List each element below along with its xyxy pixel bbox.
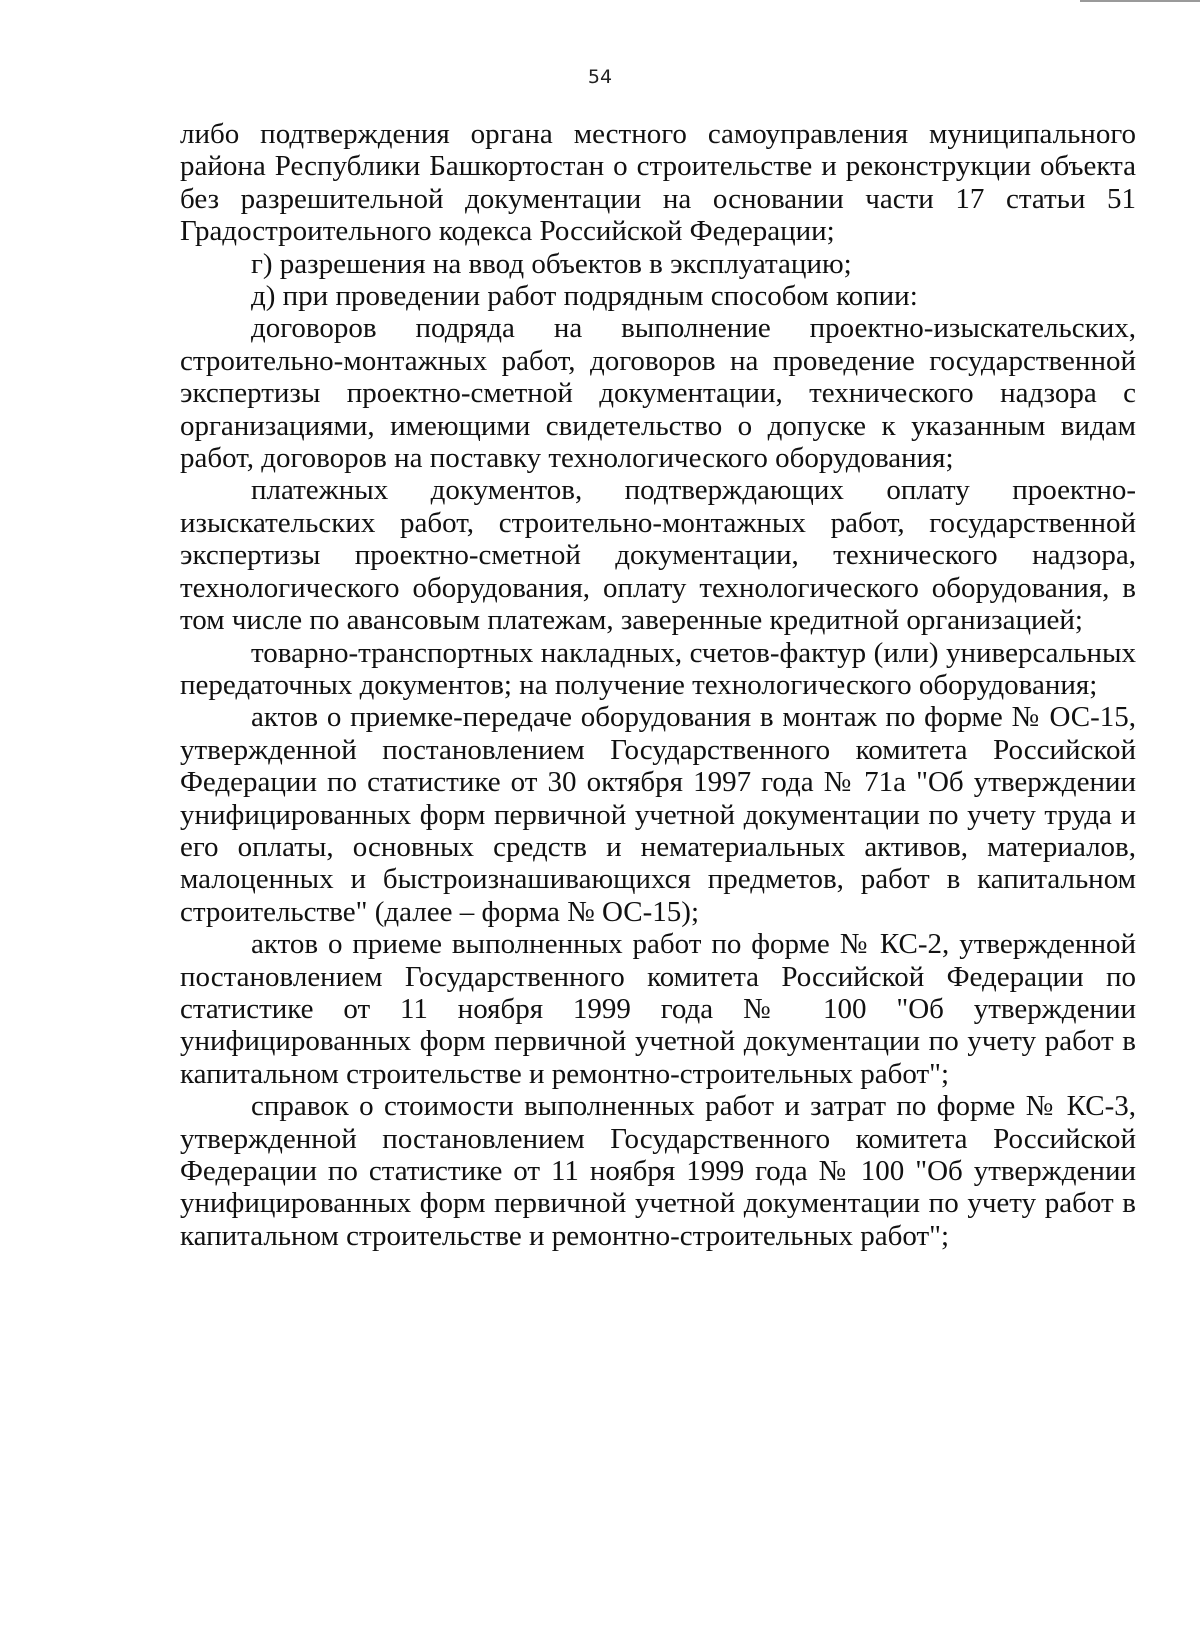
- paragraph-8: актов о приеме выполненных работ по форме № КС-2, утвержденной постановлением Государственного комитета Российской Федерации по статистике от 11 ноября 1999 года № 100 "Об утверждении унифицированных форм первичной учетной документации по учету работ в капитальном строительстве и ремонтно-строительных работ";: [180, 928, 1136, 1090]
- paragraph-6: товарно-транспортных накладных, счетов-фактур (или) универсальных передаточных документов; на получение технологического оборудования;: [180, 636, 1136, 701]
- paragraph-7: актов о приемке-передаче оборудования в монтаж по форме № ОС-15, утвержденной постановлением Государственного комитета Российской Федерации по статистике от 30 октября 1997 года № 71а "Об утверждении унифицированных форм первичной учетной документации по учету труда и его оплаты, основных средств и нематериальных активов, материалов, малоценных и быстроизнашивающихся предметов, работ в капитальном строительстве" (далее – форма № ОС-15);: [180, 701, 1136, 928]
- paragraph-1: либо подтверждения органа местного самоуправления муниципального района Республики Башкортостан о строительстве и реконструкции объекта без разрешительной документации на основании части 17 статьи 51 Градостроительного кодекса Российской Федерации;: [180, 118, 1136, 248]
- paragraph-9: справок о стоимости выполненных работ и затрат по форме № КС-3, утвержденной постановлением Государственного комитета Российской Федерации по статистике от 11 ноября 1999 года № 100 "Об утверждении унифицированных форм первичной учетной документации по учету работ в капитальном строительстве и ремонтно-строительных работ";: [180, 1090, 1136, 1252]
- page-number: 54: [587, 66, 613, 88]
- paragraph-2: г) разрешения на ввод объектов в эксплуатацию;: [251, 247, 852, 280]
- paragraph-4: договоров подряда на выполнение проектно-изыскательских, строительно-монтажных работ, договоров на проведение государственной экспертизы проектно-сметной документации, технического надзора с организациями, имеющими свидетельство о допуске к указанным видам работ, договоров на поставку технологического оборудования;: [180, 312, 1136, 475]
- document-body: [180, 118, 1136, 1252]
- paragraph-5: платежных документов, подтверждающих оплату проектно-изыскательских работ, строительно-монтажных работ, государственной экспертизы проектно-сметной документации, технического надзора, технологического оборудования, оплату технологического оборудования, в том числе по авансовым платежам, заверенные кредитной организацией;: [180, 474, 1136, 637]
- paragraph-3: д) при проведении работ подрядным способом копии:: [251, 280, 918, 313]
